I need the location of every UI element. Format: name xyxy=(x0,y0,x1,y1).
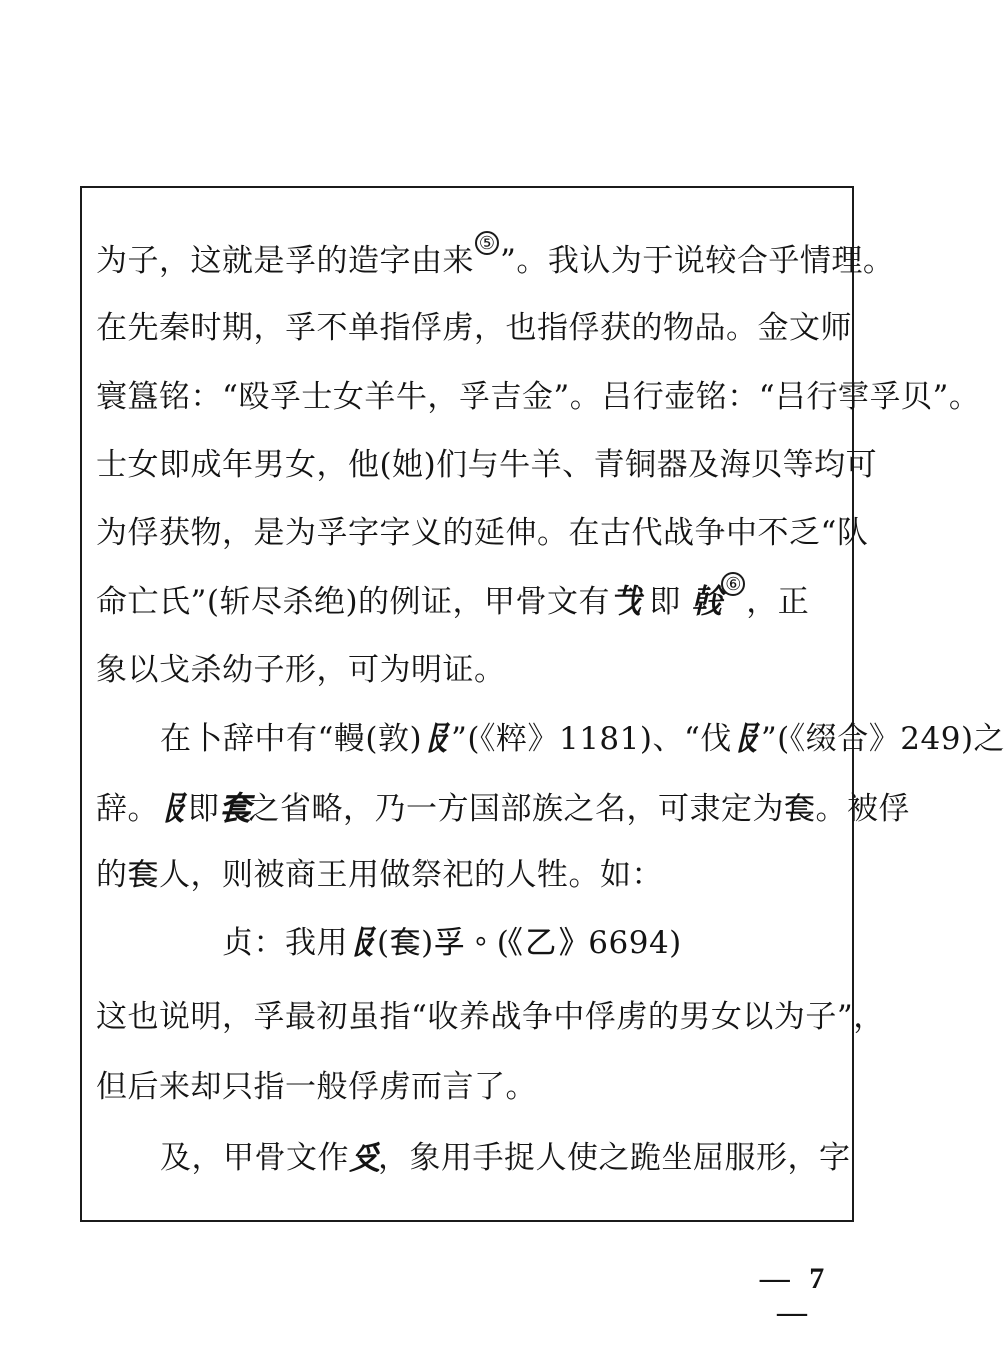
text-line-4: 士女即成年男女，他(她)们与牛羊、青铜器及海贝等均可 xyxy=(96,447,878,483)
line-text: 为子，这就是孚的造字由来 xyxy=(96,243,474,279)
line-text: 之省略，乃一方国部族之名，可隶定为𡘷。被俘 xyxy=(248,791,910,827)
page-number: — 7 — xyxy=(759,1262,831,1329)
line-text: 即 xyxy=(188,791,220,827)
footnote-marker-6[interactable]: ⑥ xyxy=(721,572,745,596)
text-line-8 xyxy=(160,714,1005,764)
oracle-bone-glyph: 𠬝 xyxy=(348,924,377,962)
text-line-2: 在先秦时期，孚不单指俘虏，也指俘获的物品。金文师 xyxy=(96,310,852,346)
text-line-5: 为俘获物，是为孚字字义的延伸。在古代战争中不乏“队 xyxy=(96,515,869,551)
oracle-bone-glyph: 𠬝 xyxy=(422,720,452,758)
oracle-bone-glyph: 𡘷 xyxy=(219,790,249,828)
line-text: 及，甲骨文作 xyxy=(160,1140,349,1176)
text-line-6 xyxy=(96,574,836,627)
line-text: ”(《粹》1181)、“伐 xyxy=(451,721,732,757)
text-line-13: 但后来却只指一般俘虏而言了。 xyxy=(96,1069,537,1105)
text-line-1 xyxy=(96,233,895,286)
line-text: ”。我认为于说较合乎情理。 xyxy=(500,243,895,279)
text-line-10: 的𡘷人，则被商王用做祭祀的人牲。如： xyxy=(96,857,663,893)
footnote-marker-5[interactable]: ⑤ xyxy=(475,231,499,255)
text-line-3: 寰簋铭：“殴孚士女羊牛，孚吉金”。吕行壶铭：“吕行𩁹孚贝”。 xyxy=(96,379,981,415)
line-text: 贞：我用 xyxy=(222,925,348,961)
text-line-9 xyxy=(96,784,910,834)
oracle-bone-glyph: 𠬝 xyxy=(731,720,761,758)
oracle-bone-glyph: 𢦏 xyxy=(610,583,640,621)
text-line-14 xyxy=(160,1133,900,1183)
oracle-bone-glyph: 𠬪 xyxy=(349,1139,378,1177)
text-line-7: 象以戈杀幼子形，可为明证。 xyxy=(96,652,506,688)
line-text: ，正 xyxy=(746,584,810,620)
line-text: (𡘷)孚。(《乙》6694) xyxy=(377,925,682,961)
text-line-12: 这也说明，孚最初虽指“收养战争中俘虏的男女以为子”， xyxy=(96,999,885,1035)
line-text: 命亡氏”(斩尽杀绝)的例证，甲骨文有 xyxy=(96,584,611,620)
text-line-11 xyxy=(222,918,962,968)
line-text: 即 xyxy=(639,584,692,620)
line-text: ，象用手捉人使之跪坐屈服形，字 xyxy=(378,1140,851,1176)
oracle-bone-glyph: 𢧢 xyxy=(691,583,721,621)
oracle-bone-glyph: 𠬝 xyxy=(159,790,188,828)
line-text: ”(《缀合》249)之 xyxy=(760,721,1005,757)
line-text: 在卜辞中有“䡬(敦) xyxy=(160,721,423,757)
line-text: 辞。 xyxy=(96,791,159,827)
